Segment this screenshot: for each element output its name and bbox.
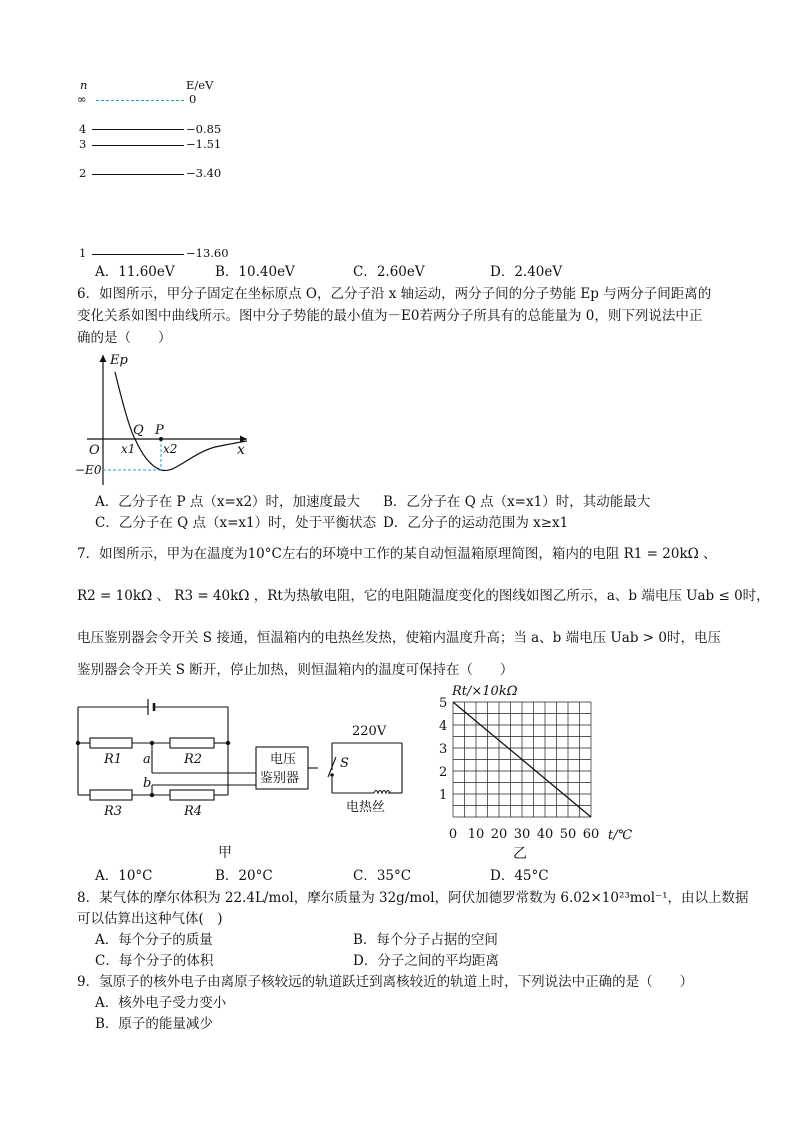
- q8-option-c: C．每个分子的体积: [95, 953, 214, 969]
- energy-axis-label: E/eV: [186, 78, 214, 92]
- level-e-1: −13.60: [186, 246, 229, 260]
- resistor-r3: [90, 790, 132, 800]
- level-e-4: −0.85: [186, 122, 222, 136]
- level-line-4: [92, 129, 184, 130]
- level-e-inf: 0: [189, 92, 197, 106]
- circuit-caption: 甲: [218, 845, 232, 861]
- q7-option-b: B．20°C: [215, 868, 273, 884]
- level-n-4: 4: [79, 122, 87, 136]
- r3-label: R3: [104, 804, 123, 819]
- n-axis-label: n: [80, 78, 88, 92]
- node-b-label: b: [143, 776, 152, 791]
- q7-stem-line3: 电压鉴别器会令开关 S 接通，恒温箱内的电热丝发热，使箱内温度升高；当 a、b 端电压 Uab > 0时，电压: [77, 630, 721, 646]
- q7-stem-line1: 7．如图所示，甲为在温度为10°C左右的环境中工作的某自动恒温箱原理简图，箱内的电阻 R1 = 20kΩ 、: [77, 546, 717, 562]
- voltage-label: 220V: [352, 724, 387, 739]
- level-e-2: −3.40: [186, 166, 222, 180]
- heater-label: 电热丝: [346, 800, 386, 815]
- x-tick-label: 60: [582, 827, 600, 842]
- level-line-2: [92, 174, 184, 175]
- q8-stem-line1: 8．某气体的摩尔体积为 22.4L/mol，摩尔质量为 32g/mol，阿伏加德罗常数为 6.02×10²³mol⁻¹，由以上数据: [77, 890, 749, 906]
- x-tick-label: 50: [559, 827, 577, 842]
- q8-option-a: A．每个分子的质量: [95, 932, 213, 948]
- q-label: Q: [133, 423, 144, 438]
- y-tick-label: 5: [439, 696, 448, 711]
- level-n-2: 2: [79, 166, 87, 180]
- q7-stem-line2: R2 = 10kΩ 、 R3 = 40kΩ ，Rt为热敏电阻，它的电阻随温度变化的图线如图乙所示，a、b 端电压 Uab ≤ 0时，: [77, 588, 770, 604]
- circuit-diagram: [70, 695, 415, 865]
- level-n-3: 3: [79, 137, 87, 151]
- q8-option-d: D．分子之间的平均距离: [353, 953, 499, 969]
- q5-option-a: A．11.60eV: [95, 264, 175, 280]
- q7-option-c: C．35°C: [353, 868, 412, 884]
- ep-label: Ep: [110, 353, 128, 368]
- x-axis-label: t/℃: [608, 828, 633, 843]
- q7-stem-line4: 鉴别器会令开关 S 断开，停止加热，则恒温箱内的温度可保持在（ ）: [77, 662, 514, 678]
- x-tick-label: 30: [513, 827, 531, 842]
- x-tick-label: 40: [536, 827, 554, 842]
- q5-option-b: B．10.40eV: [215, 264, 295, 280]
- level-line-1: [92, 254, 184, 255]
- x2-label: x2: [163, 442, 178, 456]
- potential-energy-graph: [75, 350, 265, 490]
- level-line-inf: [96, 100, 184, 101]
- y-axis-label: Rt/×10kΩ: [452, 684, 518, 699]
- q6-stem-line1: 6．如图所示，甲分子固定在坐标原点 O，乙分子沿 x 轴运动，两分子间的分子势能 Ep 与两分子间距离的: [77, 286, 712, 302]
- r1-label: R1: [104, 752, 123, 767]
- q6-option-a: A．乙分子在 P 点（x=x2）时，加速度最大: [95, 494, 361, 510]
- level-e-3: −1.51: [186, 137, 222, 151]
- q6-option-c: C．乙分子在 Q 点（x=x1）时，处于平衡状态: [95, 515, 377, 531]
- y-tick-label: 2: [439, 765, 448, 780]
- q9-stem-line1: 9．氢原子的核外电子由离原子核较远的轨道跃迁到离核较近的轨道上时，下列说法中正确的是（ ）: [77, 974, 694, 990]
- r4-label: R4: [184, 804, 203, 819]
- x1-label: x1: [121, 442, 136, 456]
- level-n-1: 1: [79, 246, 87, 260]
- graph-caption: 乙: [513, 846, 527, 862]
- resistor-r2: [170, 738, 214, 748]
- level-line-3: [92, 145, 184, 146]
- switch-label: S: [340, 756, 349, 771]
- q7-option-d: D．45°C: [490, 868, 549, 884]
- p-label: P: [155, 423, 164, 438]
- x-tick-label: 20: [490, 827, 508, 842]
- q9-option-b: B．原子的能量减少: [95, 1016, 213, 1032]
- origin-label: O: [89, 443, 100, 458]
- r2-label: R2: [184, 752, 203, 767]
- q6-stem-line2: 变化关系如图中曲线所示。图中分子势能的最小值为－E0若两分子所具有的总能量为 0，则下列说法中正: [77, 308, 703, 324]
- q8-stem-line2: 可以估算出这种气体( ): [77, 911, 223, 927]
- detector-label-2: 鉴别器: [260, 771, 300, 786]
- q8-option-b: B．每个分子占据的空间: [353, 932, 498, 948]
- x-tick-label: 0: [448, 827, 458, 842]
- y-tick-label: 3: [439, 742, 448, 757]
- node-a-label: a: [143, 752, 151, 767]
- y-tick-label: 4: [439, 719, 448, 734]
- resistance-temperature-graph: [428, 680, 638, 865]
- x-tick-label: 10: [467, 827, 485, 842]
- level-n-inf: ∞: [77, 92, 87, 106]
- q7-option-a: A．10°C: [95, 868, 153, 884]
- e0-label: −E0: [75, 463, 102, 477]
- q6-stem-line3: 确的是（ ）: [77, 330, 172, 346]
- q6-option-b: B．乙分子在 Q 点（x=x1）时，其动能最大: [383, 494, 651, 510]
- q5-option-d: D．2.40eV: [490, 264, 563, 280]
- detector-label-1: 电压: [270, 752, 297, 767]
- q5-option-c: C．2.60eV: [353, 264, 425, 280]
- resistor-r4: [170, 790, 214, 800]
- q6-option-d: D．乙分子的运动范围为 x≥x1: [383, 515, 569, 531]
- q9-option-a: A．核外电子受力变小: [95, 995, 227, 1011]
- y-tick-label: 1: [439, 788, 448, 803]
- resistor-r1: [90, 738, 132, 748]
- x-label: x: [237, 442, 245, 458]
